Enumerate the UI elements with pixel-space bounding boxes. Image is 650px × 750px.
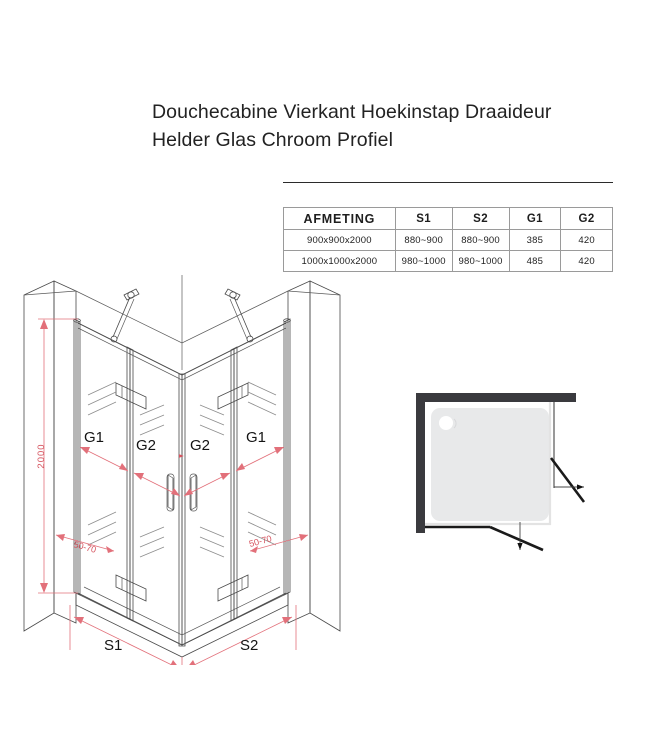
swing-door-bottom: [490, 522, 543, 550]
profile-left-wall: [74, 319, 81, 595]
cell-s1: 980~1000: [395, 251, 452, 272]
drain-icon: [439, 416, 453, 430]
plan-view-svg: [398, 372, 648, 562]
stabilizer-bar-left: [111, 289, 139, 342]
dimension-base-widths: [70, 605, 296, 665]
gap-label-right: 50-70: [247, 533, 273, 549]
stabilizer-bar-right: [225, 289, 253, 342]
panel-label-g2-left: G2: [136, 437, 157, 454]
cell-g2: 420: [561, 251, 613, 272]
cell-g1: 485: [509, 251, 561, 272]
swing-door-right: [551, 458, 584, 502]
table-row: [284, 230, 613, 251]
cell-size: 900x900x2000: [284, 230, 396, 251]
isometric-shower-diagram: [18, 275, 348, 665]
dimension-gap-right: [248, 533, 308, 553]
title-line-1: Douchecabine Vierkant Hoekinstap Draaideur: [152, 101, 552, 123]
isometric-svg: [18, 275, 348, 665]
profile-center-corner: [179, 374, 185, 646]
specification-table: [283, 207, 613, 272]
glass-panel-left-fixed: [78, 323, 130, 619]
cell-s2: 980~1000: [452, 251, 509, 272]
cell-s2: 880~900: [452, 230, 509, 251]
table-row: [284, 251, 613, 272]
wall-left: [24, 281, 76, 631]
cell-size: 1000x1000x2000: [284, 251, 396, 272]
gap-label-left: 50-70: [72, 539, 98, 555]
title-line-2: Helder Glas Chroom Profiel: [152, 129, 394, 151]
hinge-right-lower: [218, 575, 248, 601]
cell-g1: 385: [509, 230, 561, 251]
glass-panel-right-fixed: [234, 323, 286, 619]
table-top-rule: [283, 182, 613, 183]
table-header-g1: G1: [509, 208, 561, 230]
table-header-s1: S1: [395, 208, 452, 230]
profile-right-wall: [284, 319, 291, 595]
wall-right: [288, 281, 340, 631]
cell-g2: 420: [561, 230, 613, 251]
panel-label-g1-left: G1: [84, 429, 105, 446]
page-title: [152, 98, 632, 154]
hinge-right-upper: [218, 383, 248, 409]
table-header-g2: G2: [561, 208, 613, 230]
panel-label-g2-right: G2: [190, 437, 211, 454]
height-label: 2000: [36, 443, 47, 469]
table-header-s2: S2: [452, 208, 509, 230]
plan-view-diagram: [398, 372, 648, 562]
base-label-s2: S2: [240, 637, 259, 654]
cell-s1: 880~900: [395, 230, 452, 251]
hinge-left-upper: [116, 383, 146, 409]
table-header-row: [284, 208, 613, 230]
hinge-left-lower: [116, 575, 146, 601]
base-label-s1: S1: [104, 637, 123, 654]
panel-label-g1-right: G1: [246, 429, 267, 446]
table-header-afmeting: AFMETING: [284, 208, 396, 230]
